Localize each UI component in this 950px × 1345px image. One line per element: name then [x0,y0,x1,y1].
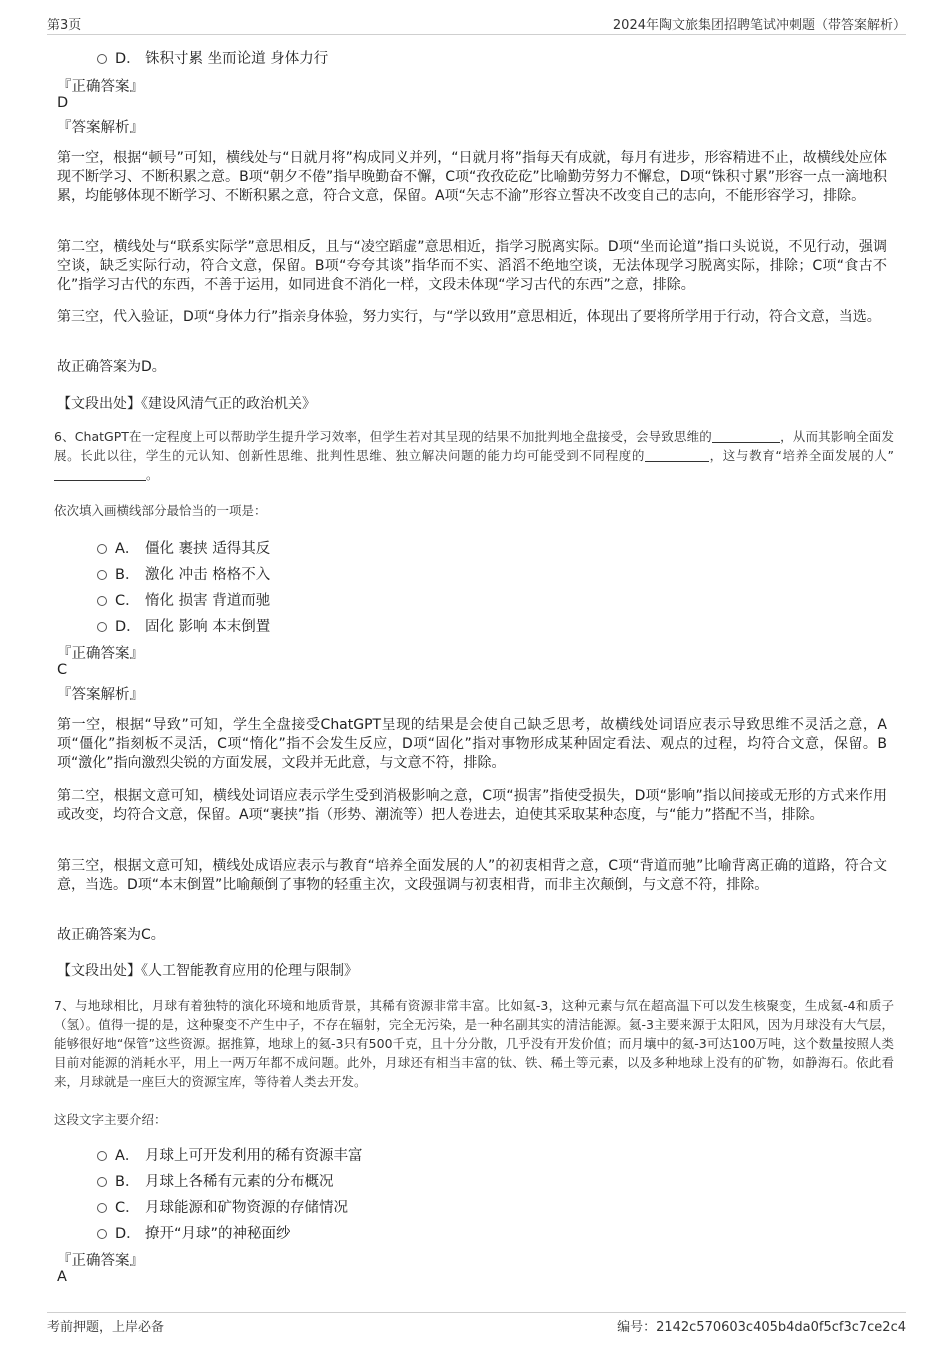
radio-icon[interactable] [97,1229,107,1239]
analysis-paragraph: 第三空，代入验证，D项“身体力行”指亲身体验，努力实行，与“学以致用”意思相近，体现出了要将所学用于行动，符合文意，当选。 [57,309,881,325]
analysis-conclusion: 故正确答案为C。 [57,927,165,943]
analysis-paragraph: 第三空，根据文意可知，横线处成语应表示与教育“培养全面发展的人”的初衷相背之意，C项“背道而驰”比喻背离正确的道路，符合文意，当选。D项“本末倒置”比喻颠倒了事物的轻重主次，文段强调与初衷相背，而非主次颠倒，与文意不符，排除。 [57,858,887,893]
analysis-paragraph: 第一空，根据“顿号”可知，横线处与“日就月将”构成同义并列，“日就月将”指每天有成就，每月有进步，形容精进不止，故横线处应体现不断学习、不断积累之意。B项“朝夕不倦”指早晚勤奋不懈，C项“孜孜矻矻”比喻勤劳努力不懈怠，D项“铢积寸累”形容一点一滴地积累，均能够体现不断学习、不断积累之意，符合文意，保留。A项“矢志不渝”形容立誓决不改变自己的志向，不能形容学习，排除。 [57,150,887,204]
radio-icon[interactable] [97,544,107,554]
radio-icon[interactable] [97,570,107,580]
footer-slogan: 考前押题，上岸必备 [47,1320,165,1335]
radio-icon[interactable] [97,1151,107,1161]
source-citation: 【文段出处】《人工智能教育应用的伦理与限制》 [57,963,358,979]
answer-value: A [57,1269,67,1285]
analysis-conclusion: 故正确答案为D。 [57,359,166,375]
analysis-paragraph: 第二空，根据文意可知，横线处词语应表示学生受到消极影响之意，C项“损害”指使受损失，D项“影响”指以间接或无形的方式来作用或改变，均符合文意，保留。A项“裹挟”指（形势、潮流等）把人卷进去，迫使其采取某种态度，与“能力”搭配不当，排除。 [57,788,887,823]
answer-label: 『正确答案』 [57,646,144,662]
blank [712,430,780,443]
question-6-text: 6、ChatGPT在一定程度上可以帮助学生提升学习效率，但学生若对其呈现的结果不加批判地全盘接受，会导致思维的 ，从而其影响全面发展。长此以往，学生的元认知、创新性思维、批判性思维、独立解决问题的能力均可能受到不同程度的 ，这与教育“培养全面发展的人”。 [54,429,894,482]
option-d[interactable]: D． 固化 影响 本末倒置 [97,615,270,636]
analysis-paragraph: 第二空，横线处与“联系实际学”意思相反，且与“凌空蹈虚”意思相近，指学习脱离实际。D项“坐而论道”指口头说说，不见行动，强调空谈，缺乏实际行动，符合文意，保留。B项“夸夸其谈”指华而不实、滔滔不绝地空谈，无法体现学习脱离实际，排除；C项“食古不化”指学习古代的东西，不善于运用，如同进食不消化一样，文段未体现“学习古代的东西”之意，排除。 [57,239,887,293]
answer-label: 『正确答案』 [57,79,144,95]
analysis-label: 『答案解析』 [57,687,144,703]
option-d[interactable]: D． 撩开“月球”的神秘面纱 [97,1222,291,1243]
page-footer [47,1312,906,1335]
option-a[interactable]: A． 月球上可开发利用的稀有资源丰富 [97,1144,363,1165]
analysis-paragraph: 第一空，根据“导致”可知，学生全盘接受ChatGPT呈现的结果是会使自己缺乏思考，故横线处词语应表示导致思维不灵活之意，A项“僵化”指刻板不灵活，C项“惰化”指不会发生反应，D项“固化”指对事物形成某种固定看法、观点的过程，均符合文意，保留。B项“激化”指向激烈尖锐的方面发展，文段并无此意，与文意不符，排除。 [57,717,887,771]
question-7-text: 7、与地球相比，月球有着独特的演化环境和地质背景，其稀有资源非常丰富。比如氦-3，这种元素与氘在超高温下可以发生核聚变，生成氦-4和质子（氢）。值得一提的是，这种聚变不产生中子，不存在辐射，完全无污染，是一种名副其实的清洁能源。氦-3主要来源于太阳风，因为月球没有大气层，能够很好地“保管”这些资源。据推算，地球上的氦-3只有500千克，且十分分散，几乎没有开发价值；而月壤中的氦-3可达100万吨，这个数量按照人类目前对能源的消耗水平，用上一两万年都不成问题。此外，月球还有相当丰富的钛、铁、稀土等元素，以及多种地球上没有的矿物，如静海石。依此看来，月球就是一座巨大的资源宝库，等待着人类去开发。 [54,998,894,1089]
radio-icon[interactable] [97,54,107,64]
answer-value: C [57,662,68,678]
document-id: 编号：2142c570603c405b4da0f5cf3c7ce2c4 [617,1320,906,1335]
question-prompt: 依次填入画横线部分最恰当的一项是： [54,503,267,518]
document-title: 2024年陶文旅集团招聘笔试冲刺题（带答案解析） [612,18,906,33]
option-a[interactable]: A． 僵化 裹挟 适得其反 [97,537,270,558]
answer-label: 『正确答案』 [57,1253,144,1269]
option-c[interactable]: C． 惰化 损害 背道而驰 [97,589,270,610]
answer-value: D [57,95,69,111]
radio-icon[interactable] [97,622,107,632]
option-b[interactable]: B． 月球上各稀有元素的分布概况 [97,1170,334,1191]
page-number: 第3页 [47,18,82,33]
question-prompt: 这段文字主要介绍： [54,1112,167,1127]
radio-icon[interactable] [97,596,107,606]
blank [54,468,146,481]
page-header [47,12,906,35]
blank [645,449,709,462]
analysis-label: 『答案解析』 [57,120,144,136]
option-d[interactable]: D． 铢积寸累 坐而论道 身体力行 [97,47,328,68]
radio-icon[interactable] [97,1177,107,1187]
radio-icon[interactable] [97,1203,107,1213]
option-b[interactable]: B． 激化 冲击 格格不入 [97,563,270,584]
option-c[interactable]: C． 月球能源和矿物资源的存储情况 [97,1196,348,1217]
source-citation: 【文段出处】《建设风清气正的政治机关》 [57,396,316,412]
